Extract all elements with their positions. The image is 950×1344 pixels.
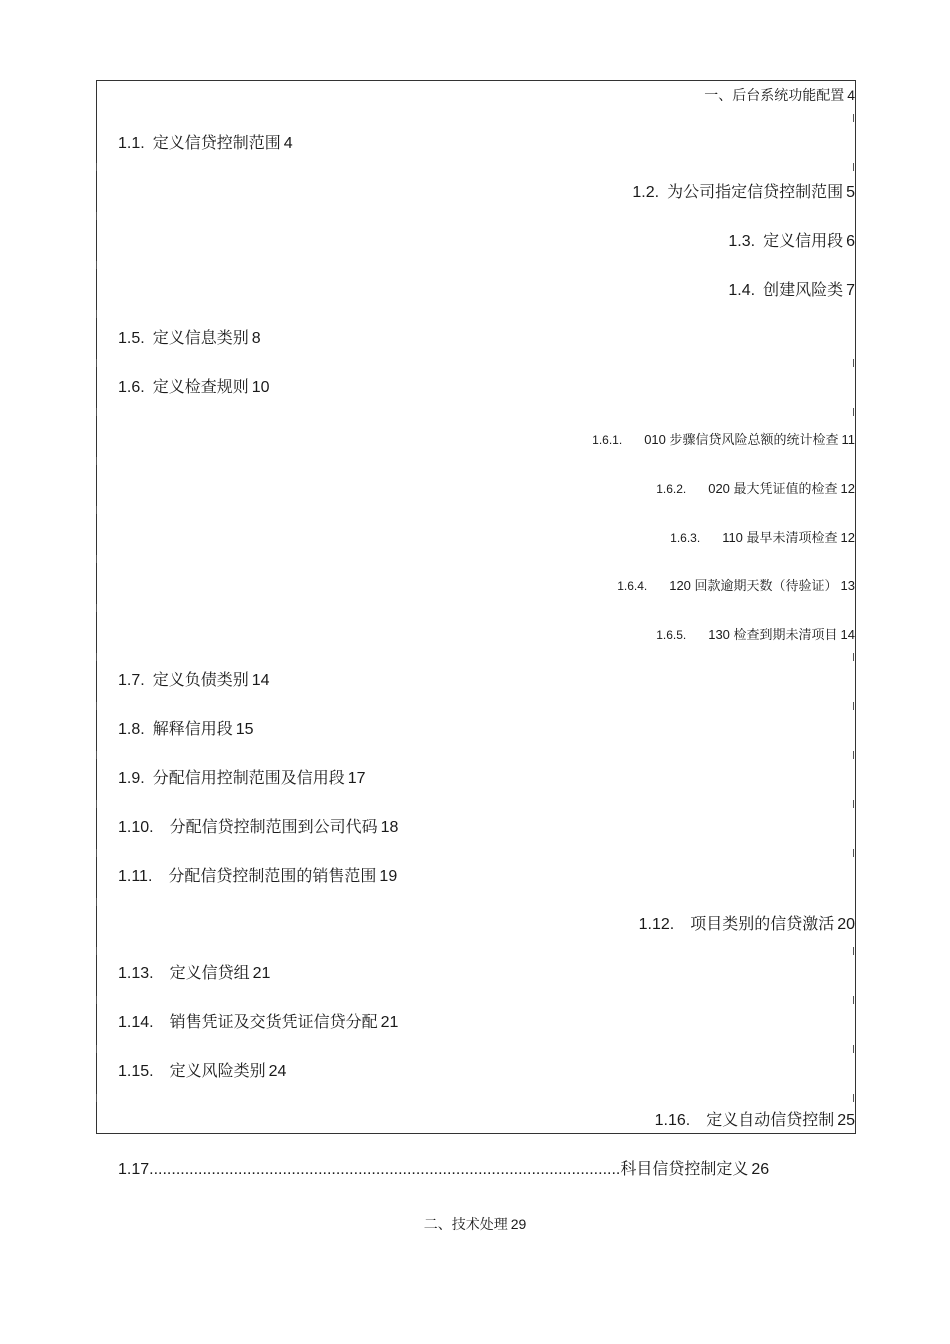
toc-title: 项目类别的信贷激活	[690, 916, 835, 933]
toc-title: 解释信用段	[152, 721, 233, 738]
frame-tick	[96, 212, 97, 220]
toc-num: 1.15.	[118, 1063, 154, 1080]
toc-item-1-6-2[interactable]	[656, 482, 855, 495]
toc-num: 1.6.1.	[592, 433, 623, 447]
toc-item-1-8[interactable]	[118, 722, 254, 738]
toc-title: 销售凭证及交货凭证信贷分配	[169, 1014, 378, 1031]
toc-title: 为公司指定信贷控制范围	[667, 184, 844, 201]
toc-page: 21	[380, 1014, 399, 1031]
toc-num: 1.9.	[118, 770, 145, 787]
toc-title: 120 回款逾期天数（待验证）	[669, 578, 838, 593]
frame-tick	[853, 800, 854, 808]
toc-title: 二、技术处理	[423, 1216, 508, 1232]
frame-tick	[853, 947, 854, 955]
frame-tick	[853, 1045, 854, 1053]
toc-page: 25	[837, 1112, 855, 1129]
toc-page: 20	[837, 916, 855, 933]
toc-item-1-17[interactable]	[118, 1162, 769, 1178]
toc-page: 12	[840, 530, 855, 545]
frame-tick	[96, 702, 97, 710]
toc-title: 定义风险类别	[169, 1063, 266, 1080]
toc-title: 分配信用控制范围及信用段	[152, 770, 345, 787]
frame-tick	[96, 996, 97, 1004]
toc-page: 7	[846, 282, 855, 299]
toc-page: 5	[846, 184, 855, 201]
toc-page: 26	[751, 1161, 770, 1178]
frame-tick	[853, 163, 854, 171]
frame-tick	[96, 457, 97, 465]
frame-tick	[853, 702, 854, 710]
toc-page: 6	[846, 233, 855, 250]
toc-num: 1.6.4.	[617, 579, 648, 593]
toc-title: 创建风险类	[763, 282, 844, 299]
toc-title: 定义检查规则	[152, 379, 249, 396]
frame-tick	[96, 261, 97, 269]
toc-page: 10	[251, 379, 270, 396]
toc-page: 17	[347, 770, 366, 787]
toc-item-1-5[interactable]	[118, 331, 261, 347]
frame-tick	[96, 359, 97, 367]
frame-tick	[853, 653, 854, 661]
toc-num: 1.6.5.	[656, 628, 687, 642]
toc-num: 1.4.	[728, 282, 756, 299]
toc-page: 15	[235, 721, 254, 738]
frame-tick	[853, 1094, 854, 1102]
toc-item-1-6[interactable]	[118, 380, 270, 396]
frame-tick	[96, 310, 97, 318]
toc-title: 110 最早未清项检查	[722, 530, 838, 545]
toc-num: 1.11.	[118, 868, 153, 885]
frame-tick	[96, 163, 97, 171]
toc-chapter-1[interactable]	[704, 88, 855, 102]
toc-num: 1.6.2.	[656, 482, 687, 496]
toc-title: 定义负债类别	[152, 672, 249, 689]
toc-title: 定义自动信贷控制	[706, 1112, 835, 1129]
toc-page: 29	[510, 1216, 527, 1232]
frame-tick	[96, 555, 97, 563]
frame-tick	[853, 114, 854, 122]
frame-tick	[96, 751, 97, 759]
toc-item-1-6-1[interactable]	[592, 433, 855, 446]
toc-num: 1.16.	[654, 1112, 691, 1129]
toc-title: 定义信息类别	[152, 330, 249, 347]
toc-item-1-3[interactable]	[728, 234, 855, 250]
toc-num: 1.14.	[118, 1014, 154, 1031]
toc-item-1-6-4[interactable]	[617, 579, 855, 592]
frame-tick	[96, 408, 97, 416]
toc-page: 4	[847, 87, 855, 103]
frame-tick	[96, 898, 97, 906]
toc-item-1-6-5[interactable]	[656, 628, 855, 641]
toc-title: 010 步骤信贷风险总额的统计检查	[644, 432, 839, 447]
frame-tick	[853, 408, 854, 416]
toc-page: 21	[252, 965, 271, 982]
toc-title: 分配信贷控制范围到公司代码	[169, 819, 378, 836]
frame-tick	[96, 800, 97, 808]
toc-num: 1.3.	[728, 233, 756, 250]
frame-tick	[96, 947, 97, 955]
frame-tick	[96, 653, 97, 661]
toc-title: 一、后台系统功能配置	[704, 87, 845, 103]
toc-item-1-14[interactable]	[118, 1015, 398, 1031]
toc-page: 24	[268, 1063, 287, 1080]
toc-item-1-7[interactable]	[118, 673, 270, 689]
frame-tick	[96, 1045, 97, 1053]
toc-title: 定义信贷组	[169, 965, 250, 982]
toc-page: 14	[251, 672, 270, 689]
frame-tick	[853, 996, 854, 1004]
toc-num: 1.6.	[118, 379, 145, 396]
toc-item-1-1[interactable]	[118, 136, 293, 152]
frame-tick	[96, 849, 97, 857]
toc-num: 1.10.	[118, 819, 154, 836]
toc-num: 1.12.	[638, 916, 675, 933]
toc-chapter-2[interactable]	[0, 1217, 950, 1231]
toc-title: 定义信贷控制范围	[152, 135, 281, 152]
frame-tick	[96, 506, 97, 514]
toc-page: 19	[379, 868, 398, 885]
toc-num: 1.8.	[118, 721, 145, 738]
toc-num: 1.1.	[118, 135, 145, 152]
frame-tick	[96, 1094, 97, 1102]
frame-tick	[853, 751, 854, 759]
toc-page: 12	[840, 481, 855, 496]
toc-title: 科目信贷控制定义	[620, 1161, 749, 1178]
toc-item-1-16[interactable]	[655, 1113, 855, 1129]
toc-item-1-10[interactable]	[118, 820, 398, 836]
toc-item-1-2[interactable]	[632, 185, 855, 201]
toc-item-1-11[interactable]	[118, 869, 397, 885]
toc-item-1-9[interactable]	[118, 771, 366, 787]
toc-item-1-15[interactable]	[118, 1064, 286, 1080]
toc-title: 定义信用段	[763, 233, 844, 250]
toc-num: 1.7.	[118, 672, 145, 689]
toc-page: 11	[841, 432, 855, 447]
toc-item-1-12[interactable]	[639, 917, 855, 933]
toc-num: 1.2.	[632, 184, 660, 201]
frame-tick	[853, 849, 854, 857]
toc-num: 1.13.	[118, 965, 154, 982]
toc-title: 分配信贷控制范围的销售范围	[168, 868, 377, 885]
toc-num: 1.17	[118, 1161, 150, 1178]
toc-num: 1.5.	[118, 330, 145, 347]
toc-page: 8	[251, 330, 261, 347]
toc-item-1-4[interactable]	[728, 283, 855, 299]
toc-page: 18	[380, 819, 399, 836]
toc-item-1-6-3[interactable]	[670, 531, 855, 544]
frame-tick	[853, 359, 854, 367]
toc-page: 4	[283, 135, 293, 152]
toc-num: 1.6.3.	[670, 531, 701, 545]
toc-title: 020 最大凭证值的检查	[708, 481, 838, 496]
toc-item-1-13[interactable]	[118, 966, 270, 982]
frame-tick	[96, 604, 97, 612]
toc-title: 130 检查到期未清项目	[708, 627, 838, 642]
toc-page: 14	[840, 627, 855, 642]
toc-leader-dots: ..........................................................................................................	[149, 1161, 621, 1178]
toc-page: 13	[840, 578, 855, 593]
